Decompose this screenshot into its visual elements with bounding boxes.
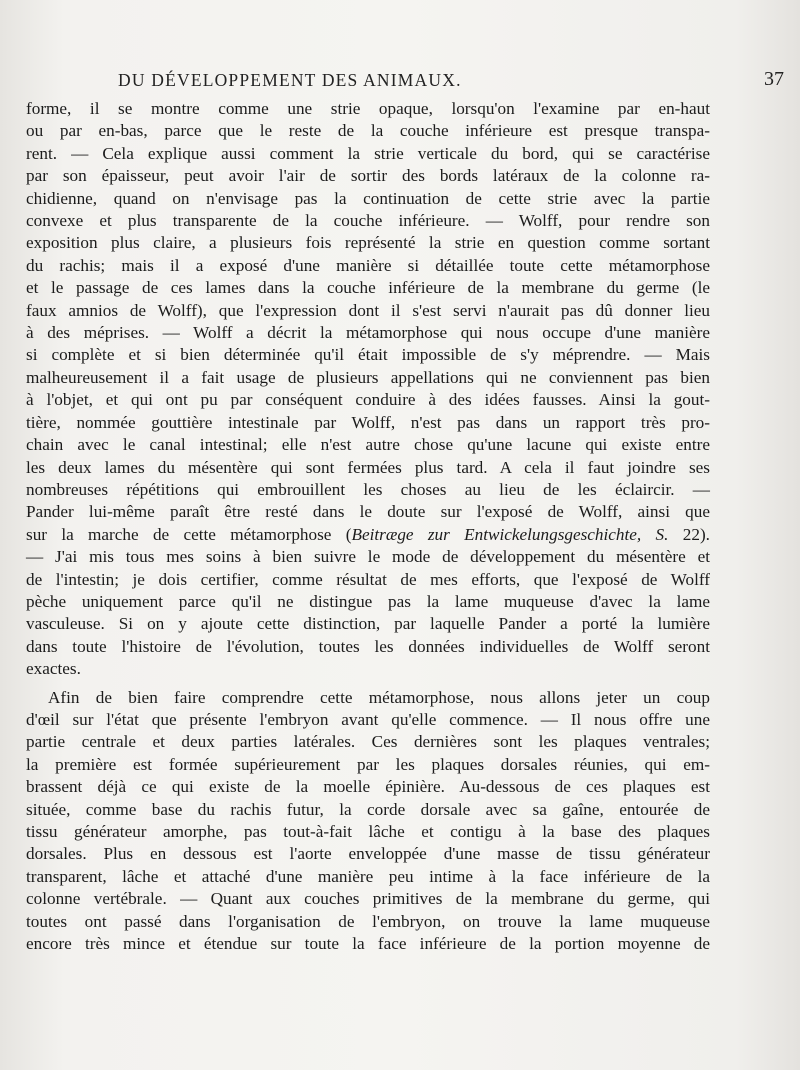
text-line: de l'intestin; je dois certifier, comme résultat de mes efforts, que l'exposé de Wolff: [26, 569, 710, 589]
text-line: tissu générateur amorphe, pas tout-à-fait lâche et contigu à la base des plaques: [26, 822, 710, 841]
text-line: par son épaisseur, peut avoir l'air de sortir des bords latéraux de la colonne ra-: [26, 166, 710, 186]
text-line: chain avec le canal intestinal; elle n'est autre chose qu'une lacune qui existe entre: [26, 435, 710, 455]
text-line: du rachis; mais il a exposé d'une manière si détaillée toute cette métamorphose: [26, 255, 710, 275]
text-line: toutes ont passé dans l'organisation de l'embryon, on trouve la lame muqueuse: [26, 911, 710, 931]
text-line: forme, il se montre comme une strie opaque, lorsqu'on l'examine par en-haut: [26, 99, 710, 118]
text-line: si complète et si bien déterminée qu'il était impossible de s'y méprendre. — Mais: [26, 345, 710, 365]
running-head: DU DÉVELOPPEMENT DES ANIMAUX.: [118, 70, 462, 90]
text-line: dorsales. Plus en dessous est l'aorte enveloppée d'une masse de tissu générateur: [26, 844, 710, 864]
text-line: rent. — Cela explique aussi comment la strie verticale du bord, qui se caractérise: [26, 143, 710, 163]
text-line: d'œil sur l'état que présente l'embryon avant qu'elle commence. — Il nous offre une: [26, 709, 710, 729]
text-line: ou par en-bas, parce que le reste de la couche inférieure est presque transpa-: [26, 121, 710, 141]
text-line: faux amnios de Wolff), que l'expression dont il s'est servi n'aurait pas dû donner lieu: [26, 300, 710, 320]
text-line: partie centrale et deux parties latérales. Ces dernières sont les plaques ventrales;: [26, 732, 710, 752]
citation-title: Beitræge zur Entwickelungsgeschichte, S.: [351, 524, 669, 544]
text-line: pèche uniquement parce qu'il ne distingue pas la lame muqueuse d'avec la lame: [26, 591, 710, 611]
text-line: brassent déjà ce qui existe de la moelle épinière. Au-dessous de ces plaques est: [26, 777, 710, 797]
text-line: exactes.: [26, 659, 81, 679]
paragraph: [26, 687, 710, 956]
text-line: exposition plus claire, a plusieurs fois représenté la strie en question comme sortant: [26, 233, 710, 253]
text-line: Pander lui-même paraît être resté dans le doute sur l'exposé de Wolff, ainsi que: [26, 502, 710, 522]
text-line: malheureusement il a fait usage de plusieurs appellations qui ne conviennent pas bien: [26, 367, 710, 387]
body-text: [26, 98, 710, 955]
text-line: encore très mince et étendue sur toute la face inférieure de la portion moyenne de: [26, 934, 710, 954]
text-line: située, comme base du rachis futur, la corde dorsale avec sa gaîne, entourée de: [26, 799, 710, 819]
paragraph: [26, 98, 710, 681]
citation-before: sur la marche de cette métamorphose (: [26, 524, 352, 544]
text-line: nombreuses répétitions qui embrouillent les choses au lieu de les éclaircir. —: [26, 479, 710, 499]
text-line: chidienne, quand on n'envisage pas la continuation de cette strie avec la partie: [26, 188, 710, 208]
citation-after: 22).: [668, 524, 710, 544]
text-line: tière, nommée gouttière intestinale par Wolff, n'est pas dans un rapport très pro-: [26, 412, 710, 432]
text-line: transparent, lâche et attaché d'une manière peu intime à la face inférieure de la: [26, 866, 710, 886]
text-line: à des méprises. — Wolff a décrit la métamorphose qui nous occupe d'une manière: [26, 323, 710, 343]
text-line: colonne vertébrale. — Quant aux couches primitives de la membrane du germe, qui: [26, 889, 710, 909]
text-line: vasculeuse. Si on y ajoute cette distinction, par laquelle Pander a porté la lumière: [26, 614, 710, 634]
text-line: convexe et plus transparente de la couche inférieure. — Wolff, pour rendre son: [26, 211, 710, 231]
text-line: Afin de bien faire comprendre cette métamorphose, nous allons jeter un coup: [48, 687, 710, 707]
text-line: à l'objet, et qui ont pu par conséquent conduire à des idées fausses. Ainsi la gout-: [26, 390, 710, 410]
text-line: dans toute l'histoire de l'évolution, toutes les données individuelles de Wolff seront: [26, 636, 710, 656]
text-line: les deux lames du mésentère qui sont fermées plus tard. A cela il faut joindre ses: [26, 457, 710, 477]
text-line: et le passage de ces lames dans la couche inférieure de la membrane du germe (le: [26, 278, 710, 298]
text-line: — J'ai mis tous mes soins à bien suivre le mode de développement du mésentère et: [26, 547, 710, 567]
text-line: la première est formée supérieurement par les plaques dorsales réunies, qui em-: [26, 754, 710, 774]
page-number: 37: [764, 68, 784, 90]
citation-line: [26, 524, 710, 546]
